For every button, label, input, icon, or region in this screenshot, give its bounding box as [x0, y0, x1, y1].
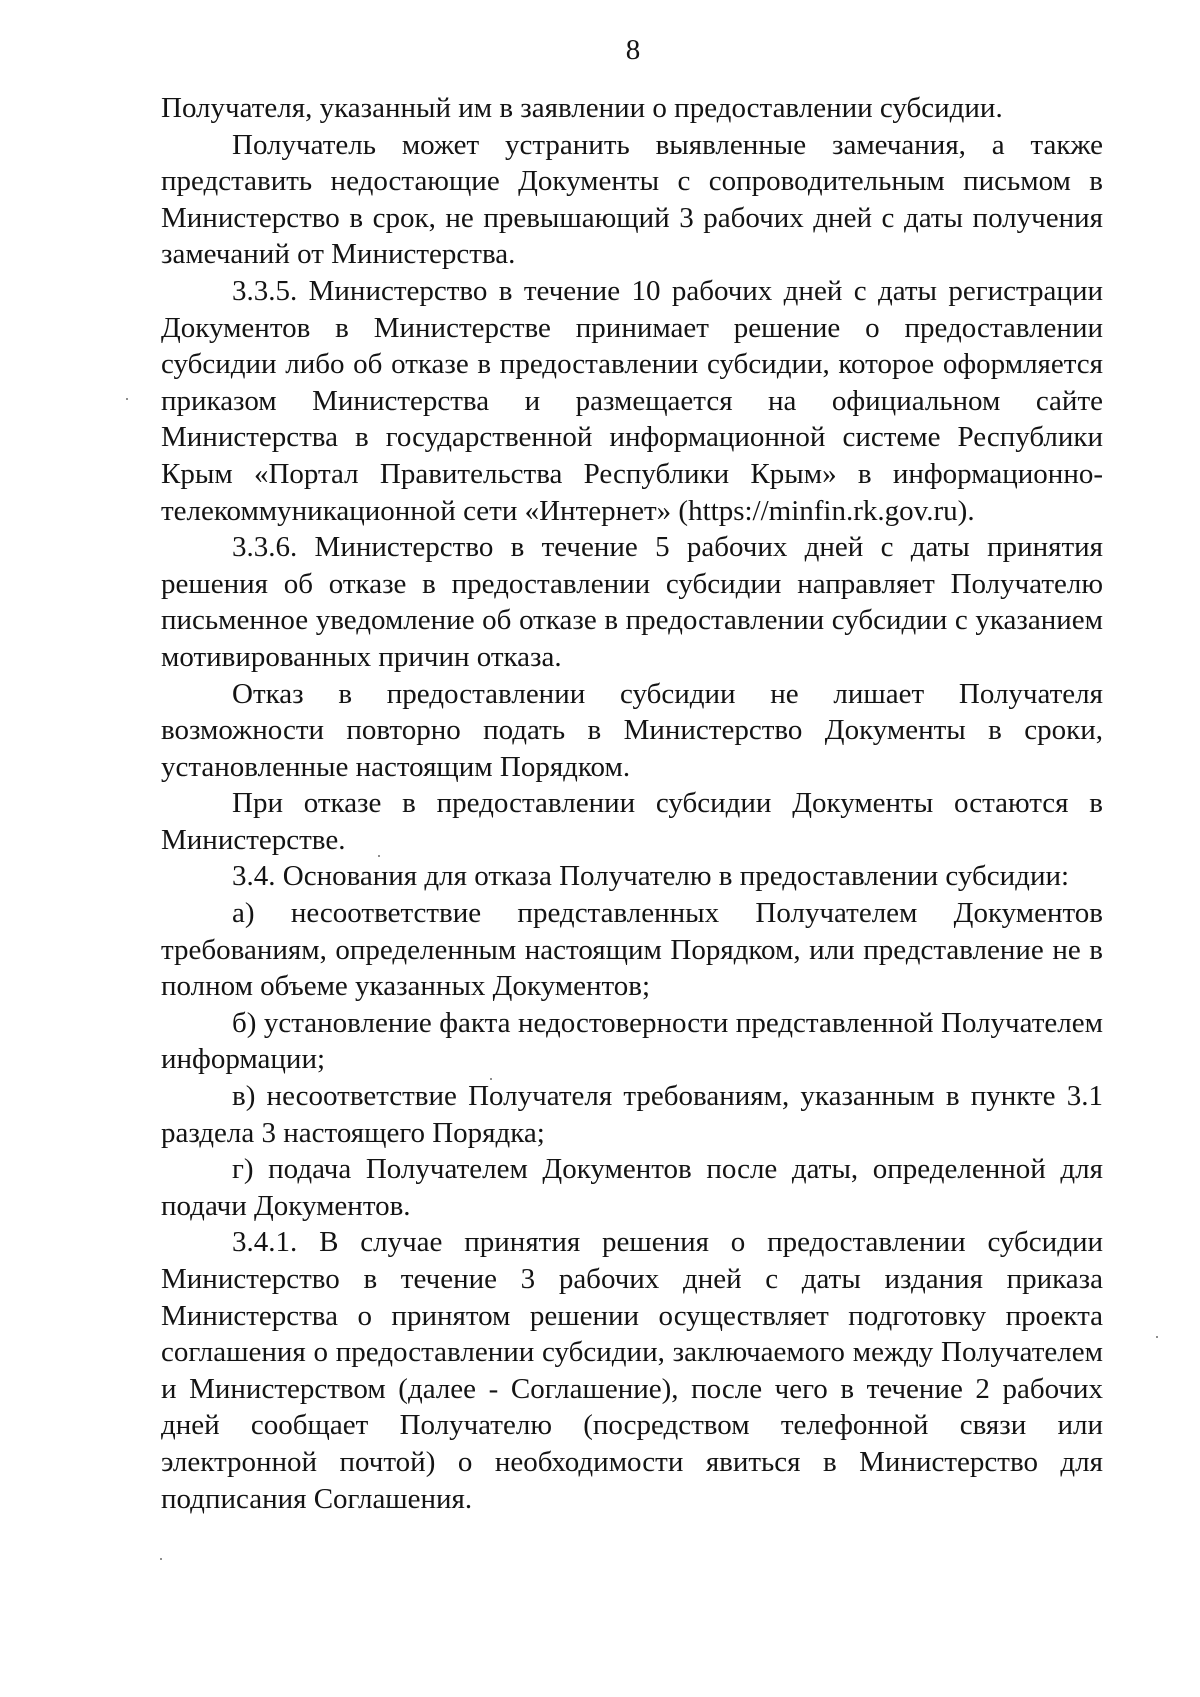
- paragraph: б) установление факта недостоверности представленной Получателем информации;: [161, 1006, 1103, 1076]
- paragraph: 3.3.6. Министерство в течение 5 рабочих дней с даты принятия решения об отказе в предоставлении субсидии направляет Получателю письменное уведомление об отказе в предоставлении субсидии с указанием мотивированных причин отказа.: [161, 531, 1103, 673]
- paragraph: г) подача Получателем Документов после даты, определенной для подачи Документов.: [161, 1153, 1103, 1222]
- paragraph: 3.3.5. Министерство в течение 10 рабочих дней с даты регистрации Документов в Министерстве принимает решение о предоставлении субсидии либо об отказе в предоставлении субсидии, которое оформляется приказом Министерства и размещается на официальном сайте Министерства в государственной информационной системе Республики Крым «Портал Правительства Республики Крым» в информационно-телекоммуникационной сети «Интернет» (https://minfin.rk.gov.ru).: [161, 274, 1103, 527]
- paragraph: в) несоответствие Получателя требованиям, указанным в пункте 3.1 раздела 3 настоящего Порядка;: [161, 1080, 1103, 1149]
- scan-speck: [126, 398, 128, 400]
- page-number: 8: [625, 34, 641, 66]
- paragraph: При отказе в предоставлении субсидии Документы остаются в Министерстве.: [161, 787, 1103, 856]
- paragraph: 3.4. Основания для отказа Получателю в предоставлении субсидии:: [232, 860, 1070, 893]
- paragraph: 3.4.1. В случае принятия решения о предоставлении субсидии Министерство в течение 3 рабочих дней с даты издания приказа Министерства о принятом решении осуществляет подготовку проекта соглашения о предоставлении субсидии, заключаемого между Получателем и Министерством (далее - Соглашение), после чего в течение 2 рабочих дней сообщает Получателю (посредством телефонной связи или электронной почтой) о необходимости явиться в Министерство для подписания Соглашения.: [161, 1226, 1103, 1515]
- scan-speck: [490, 1078, 492, 1080]
- paragraph: Отказ в предоставлении субсидии не лишает Получателя возможности повторно подать в Министерство Документы в сроки, установленные настоящим Порядком.: [161, 677, 1103, 783]
- paragraph: Получатель может устранить выявленные замечания, а также представить недостающие Документы с сопроводительным письмом в Министерство в срок, не превышающий 3 рабочих дней с даты получения замечаний от Министерства.: [161, 128, 1103, 271]
- scan-speck: [1156, 1336, 1158, 1338]
- paragraph: а) несоответствие представленных Получателем Документов требованиям, определенным настоящим Порядком, или представление не в полном объеме указанных Документов;: [161, 897, 1103, 1003]
- scan-speck: [378, 855, 380, 857]
- document-body: [161, 90, 1103, 1517]
- paragraph: Получателя, указанный им в заявлении о предоставлении субсидии.: [161, 92, 1003, 124]
- scan-speck: [160, 1558, 162, 1560]
